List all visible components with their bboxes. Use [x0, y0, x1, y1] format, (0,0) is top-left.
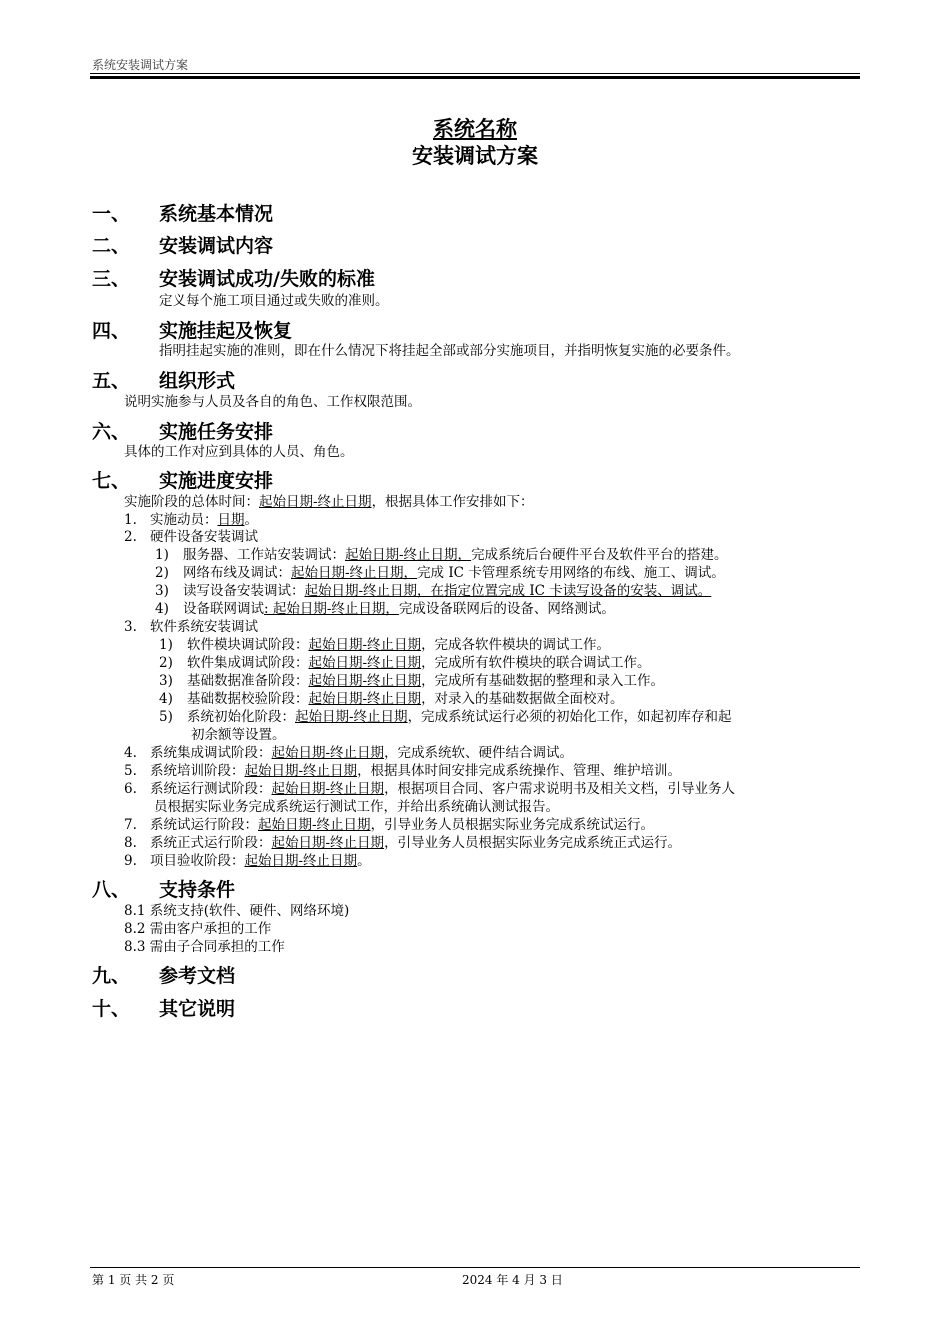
section-6-description: 具体的工作对应到具体的人员、角色。: [124, 444, 354, 460]
date-range: 起始日期-终止日期: [259, 494, 372, 510]
section-number: 四、: [92, 320, 131, 342]
text: 系统初始化阶段：: [187, 709, 295, 725]
list-number: 1): [159, 637, 173, 653]
section-heading-6: [92, 420, 273, 444]
text: 实施阶段的总体时间：: [124, 494, 259, 510]
date-range: 起始日期-终止日期: [271, 781, 385, 797]
text: ，完成系统试运行必须的初始化工作，如起初库存和起: [407, 709, 732, 725]
date-range: 起始日期-终止日期: [271, 835, 385, 851]
list-item: [124, 781, 735, 798]
list-item: [155, 583, 711, 600]
text: ，完成各软件模块的调试工作。: [421, 637, 611, 653]
text: 软件系统安装调试: [150, 619, 258, 635]
text: ，完成所有软件模块的联合调试工作。: [421, 655, 651, 671]
date-range: 起始日期-终止日期: [295, 709, 408, 725]
section-heading-2: [92, 234, 273, 258]
header-divider: [90, 73, 860, 74]
list-item: [124, 853, 371, 870]
text: 系统正式运行阶段：: [150, 835, 272, 851]
section-title: 安装调试成功/失败的标准: [159, 268, 375, 290]
list-item: [124, 745, 573, 762]
section-heading-4: [92, 319, 292, 343]
list-item: [124, 529, 258, 546]
text: ，完成系统软、硬件结合调试。: [384, 745, 574, 761]
date-range: 日期: [217, 512, 245, 528]
list-number: 7.: [124, 817, 137, 833]
section-number: 二、: [92, 235, 131, 257]
list-item: [155, 601, 615, 618]
section-title: 实施进度安排: [159, 470, 274, 492]
section-number: 一、: [92, 203, 131, 225]
section-heading-8: [92, 878, 235, 902]
list-item: [155, 547, 728, 564]
section-number: 九、: [92, 965, 131, 987]
list-item-continued: 员根据实际业务完成系统运行测试工作，并给出系统确认测试报告。: [154, 799, 559, 815]
text: 完成 IC 卡管理系统专用网络的布线、施工、调试。: [417, 565, 725, 581]
section-title: 系统基本情况: [159, 203, 274, 225]
list-number: 4): [159, 691, 173, 707]
section-heading-10: [92, 997, 235, 1021]
text: ，根据具体工作安排如下：: [371, 494, 534, 510]
text: 硬件设备安装调试: [150, 529, 258, 545]
section-5-description: 说明实施参与人员及各自的角色、工作权限范围。: [124, 394, 421, 410]
date-range: 起始日期-终止日期: [308, 691, 422, 707]
list-item: [155, 565, 725, 582]
section-title: 支持条件: [159, 879, 236, 901]
text: 网络布线及调试：: [183, 565, 291, 581]
list-item: [124, 835, 681, 852]
section-heading-1: [92, 202, 273, 226]
page-number: 第 1 页 共 2 页: [92, 1273, 175, 1287]
text: 软件集成调试阶段：: [187, 655, 309, 671]
section-4-description: 指明挂起实施的准则，即在什么情况下将挂起全部或部分实施项目，并指明恢复实施的必要条件。: [159, 343, 740, 359]
text: 设备联网调试: [183, 601, 264, 617]
list-item: [159, 709, 732, 726]
text: 。: [244, 512, 258, 528]
list-number: 2.: [124, 529, 137, 545]
section-number: 五、: [92, 370, 131, 392]
date-range: 起始日期-终止日期，: [291, 565, 418, 581]
section-title: 实施挂起及恢复: [159, 320, 293, 342]
schedule-intro: [124, 494, 534, 511]
section-3-description: 定义每个施工项目通过或失败的准则。: [159, 293, 389, 309]
text: 系统运行测试阶段：: [150, 781, 272, 797]
list-number: 3): [155, 583, 169, 599]
list-number: 4): [155, 601, 169, 617]
section-title: 其它说明: [159, 998, 236, 1020]
date-range: : 起始日期-终止日期，: [264, 601, 399, 617]
text: 完成设备联网后的设备、网络测试。: [398, 601, 615, 617]
text: 系统试运行阶段：: [150, 817, 258, 833]
date-range: 起始日期-终止日期: [308, 655, 422, 671]
text: 系统培训阶段：: [150, 763, 245, 779]
text: 系统集成调试阶段：: [150, 745, 272, 761]
list-number: 3): [159, 673, 173, 689]
section-heading-5: [92, 369, 235, 393]
list-number: 5.: [124, 763, 137, 779]
document-title: 系统名称: [433, 116, 517, 141]
section-title: 组织形式: [159, 370, 236, 392]
list-item: [124, 512, 258, 529]
list-item: 8.3 需由子合同承担的工作: [124, 939, 285, 955]
list-item: [124, 817, 654, 834]
section-title: 实施任务安排: [159, 421, 274, 443]
section-heading-7: [92, 469, 273, 493]
list-item: [124, 619, 258, 636]
list-number: 5): [159, 709, 173, 725]
text: 软件模块调试阶段：: [187, 637, 309, 653]
list-number: 1.: [124, 512, 137, 528]
list-number: 6.: [124, 781, 137, 797]
page-header: 系统安装调试方案: [92, 58, 189, 72]
list-number: 4.: [124, 745, 137, 761]
text: 实施动员：: [150, 512, 218, 528]
footer-divider: [90, 1267, 860, 1268]
list-item: [159, 655, 651, 672]
date-range: 起始日期-终止日期: [271, 745, 385, 761]
date-range: 起始日期-终止日期: [258, 817, 371, 833]
date-range: 起始日期-终止日期: [244, 853, 358, 869]
date-range: 起始日期-终止日期: [308, 637, 422, 653]
list-item: 8.1 系统支持(软件、硬件、网络环境): [124, 903, 350, 919]
text: 基础数据准备阶段：: [187, 673, 309, 689]
date-range: 起始日期-终止日期: [308, 673, 422, 689]
list-item: [159, 691, 624, 708]
date-range: 起始日期-终止日期，: [345, 547, 472, 563]
list-number: 8.: [124, 835, 137, 851]
text: ，引导业务人员根据实际业务完成系统正式运行。: [384, 835, 682, 851]
text: 服务器、工作站安装调试：: [183, 547, 345, 563]
header-divider-thick: [90, 76, 860, 79]
section-heading-3: [92, 267, 375, 291]
date-range: 起始日期-终止日期: [244, 763, 358, 779]
text: ，对录入的基础数据做全面校对。: [421, 691, 624, 707]
text: 完成系统后台硬件平台及软件平台的搭建。: [471, 547, 728, 563]
list-item: [124, 763, 681, 780]
list-number: 1): [155, 547, 169, 563]
section-number: 十、: [92, 998, 131, 1020]
date-range: 起始日期-终止日期，在指定位置完成 IC 卡读写设备的安装、调试。: [304, 583, 712, 599]
text: 。: [357, 853, 371, 869]
section-title: 安装调试内容: [159, 235, 274, 257]
list-number: 3.: [124, 619, 137, 635]
list-item: 8.2 需由客户承担的工作: [124, 921, 272, 937]
text: 读写设备安装调试：: [183, 583, 305, 599]
section-number: 三、: [92, 268, 131, 290]
footer-date: 2024 年 4 月 3 日: [462, 1273, 563, 1287]
text: 项目验收阶段：: [150, 853, 245, 869]
section-number: 七、: [92, 470, 131, 492]
list-number: 9.: [124, 853, 137, 869]
text: ，引导业务人员根据实际业务完成系统试运行。: [370, 817, 655, 833]
section-number: 六、: [92, 421, 131, 443]
list-item: [159, 673, 664, 690]
text: 基础数据校验阶段：: [187, 691, 309, 707]
section-number: 八、: [92, 879, 131, 901]
list-number: 2): [159, 655, 173, 671]
section-heading-9: [92, 964, 235, 988]
list-item-continued: 初余额等设置。: [191, 727, 286, 743]
text: ，完成所有基础数据的整理和录入工作。: [421, 673, 665, 689]
text: ，根据具体时间安排完成系统操作、管理、维护培训。: [357, 763, 682, 779]
section-title: 参考文档: [159, 965, 236, 987]
document-subtitle: 安装调试方案: [412, 143, 538, 168]
list-number: 2): [155, 565, 169, 581]
text: ，根据项目合同、客户需求说明书及相关文档，引导业务人: [384, 781, 736, 797]
list-item: [159, 637, 610, 654]
